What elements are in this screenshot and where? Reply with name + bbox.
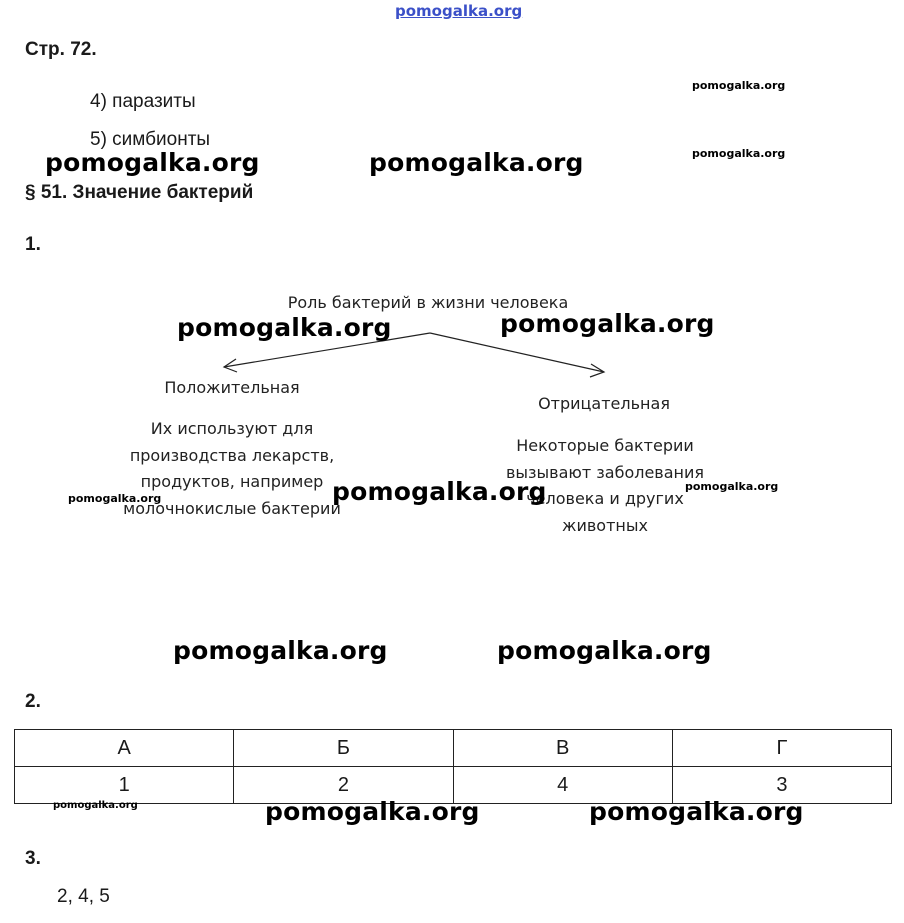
- table-value-cell: 1: [15, 767, 234, 804]
- table-value-cell: 3: [672, 767, 891, 804]
- answer-line-5: 5) симбионты: [90, 129, 211, 150]
- watermark-small: pomogalka.org: [68, 492, 162, 505]
- watermark-large: pomogalka.org: [332, 477, 547, 506]
- watermark-large: pomogalka.org: [369, 148, 584, 177]
- negative-title: Отрицательная: [538, 394, 670, 413]
- positive-text: Их используют для производства лекарств, продуктов, например молочнокислые бактерии: [123, 419, 341, 518]
- table-header-cell: В: [453, 730, 672, 767]
- watermark-small: pomogalka.org: [692, 79, 786, 92]
- watermark-top: pomogalka.org: [395, 2, 523, 20]
- table-header-row: [15, 730, 892, 767]
- watermark-large: pomogalka.org: [265, 797, 480, 826]
- section-title: § 51. Значение бактерий: [25, 182, 254, 203]
- watermark-large: pomogalka.org: [45, 148, 260, 177]
- negative-text: Некоторые бактерии вызывают заболевания человека и других животных: [505, 436, 705, 535]
- answer-table: [14, 729, 892, 804]
- watermark-large: pomogalka.org: [500, 309, 715, 338]
- diagram-root-label: Роль бактерий в жизни человека: [287, 293, 569, 312]
- task-2-number: 2.: [25, 691, 41, 712]
- table-header-cell: А: [15, 730, 234, 767]
- table-header-cell: Г: [672, 730, 891, 767]
- task-3-number: 3.: [25, 848, 41, 869]
- watermark-small: pomogalka.org: [53, 800, 138, 811]
- watermark-small: pomogalka.org: [685, 480, 779, 493]
- table-value-cell: 4: [453, 767, 672, 804]
- table-value-cell: 2: [234, 767, 453, 804]
- watermark-large: pomogalka.org: [173, 636, 388, 665]
- task-1-number: 1.: [25, 234, 41, 255]
- answer-line-4: 4) паразиты: [90, 91, 196, 112]
- arrow-right-line: [430, 333, 604, 372]
- watermark-small: pomogalka.org: [692, 147, 786, 160]
- task-3-answer: 2, 4, 5: [57, 886, 110, 907]
- watermark-large: pomogalka.org: [177, 313, 392, 342]
- positive-title: Положительная: [164, 378, 300, 397]
- watermark-large: pomogalka.org: [589, 797, 804, 826]
- table-header-cell: Б: [234, 730, 453, 767]
- watermark-large: pomogalka.org: [497, 636, 712, 665]
- page-header: Стр. 72.: [25, 39, 97, 60]
